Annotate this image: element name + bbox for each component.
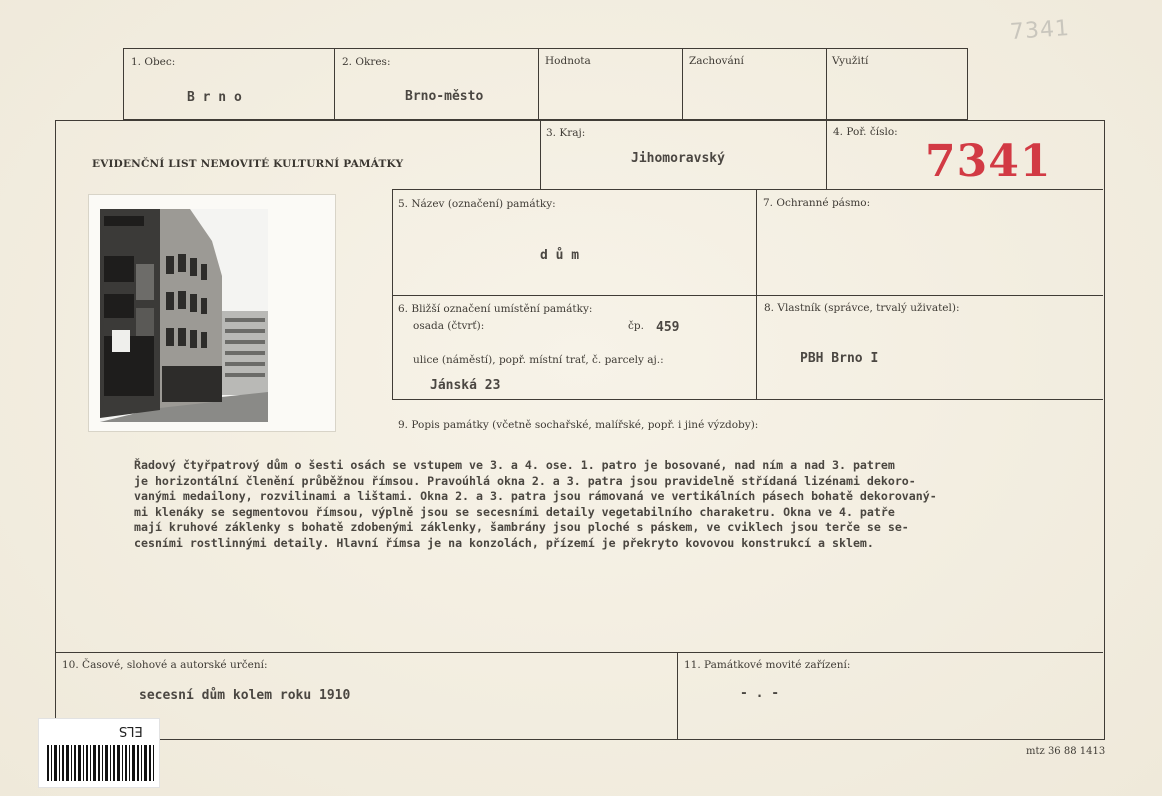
divider xyxy=(540,189,1103,190)
kraj-value: Jihomoravský xyxy=(631,151,725,166)
nazev-label: 5. Název (označení) památky: xyxy=(398,198,556,210)
osada-label: osada (čtvrť): xyxy=(413,320,485,332)
divider xyxy=(826,48,827,120)
description-line: vanými medailony, rozvilinami a lištami. Okna 2. a 3. patra jsou rámovaná ve vertikálních pásech bohatě dekorovaný- xyxy=(134,489,937,504)
vlastnik-label: 8. Vlastník (správce, trvalý uživatel): xyxy=(764,302,960,314)
description-text xyxy=(134,458,1074,552)
nazev-value: d ů m xyxy=(540,248,580,263)
divider xyxy=(55,652,1103,653)
divider xyxy=(392,399,1103,400)
description-line: mi klenáky se segmentovou římsou, výplně jsou se secesními detaily vegetabilního charaketru. Okna ve 4. patře xyxy=(134,504,895,519)
pencil-note: 7341 xyxy=(1009,15,1071,46)
casove-label: 10. Časové, slohové a autorské určení: xyxy=(62,659,268,671)
registration-number: 7341 xyxy=(925,136,1052,187)
building-photo xyxy=(90,196,336,432)
barcode-label: ELS xyxy=(119,723,143,738)
hodnota-label: Hodnota xyxy=(545,55,591,67)
divider xyxy=(334,48,335,120)
vlastnik-value: PBH Brno I xyxy=(800,351,879,366)
barcode-icon xyxy=(45,745,157,781)
cp-label: čp. xyxy=(628,320,644,332)
monument-photo xyxy=(88,194,336,432)
cp-value: 459 xyxy=(656,320,680,335)
divider xyxy=(392,189,540,190)
casove-value: secesní dům kolem roku 1910 xyxy=(139,688,351,703)
okres-label: 2. Okres: xyxy=(342,56,391,68)
divider xyxy=(538,48,539,120)
umisteni-label: 6. Bližší označení umístění památky: xyxy=(398,303,593,315)
divider xyxy=(392,295,1103,296)
popis-label: 9. Popis památky (včetně sochařské, malířské, popř. i jiné výzdoby): xyxy=(398,419,759,431)
form-code: mtz 36 88 1413 xyxy=(1026,746,1106,757)
ulice-value: Jánská 23 xyxy=(430,378,501,393)
description-line: mají kruhové záklenky s bohatě zdobenými záklenky, šambrány jsou ploché s páskem, ve cviklech jsou terče se se- xyxy=(134,520,909,535)
kraj-label: 3. Kraj: xyxy=(546,127,586,139)
description-line: Řadový čtyřpatrový dům o šesti osách se vstupem ve 3. a 4. ose. 1. patro je bosované, nad ním a nad 3. patrem xyxy=(134,458,895,472)
ulice-label: ulice (náměstí), popř. místní trať, č. parcely aj.: xyxy=(413,354,664,366)
ochranne-pasmo-label: 7. Ochranné pásmo: xyxy=(763,197,871,209)
description-line: je horizontální členění průběžnou římsou. Pravoúhlá okna 2. a 3. patra jsou pravidelně střídaná lizénami dekoro- xyxy=(134,473,916,488)
divider xyxy=(677,652,678,740)
obec-value: B r n o xyxy=(187,90,242,105)
divider xyxy=(540,120,541,190)
obec-label: 1. Obec: xyxy=(131,56,176,68)
por-cislo-label: 4. Poř. číslo: xyxy=(833,126,898,138)
vyuziti-label: Využití xyxy=(832,55,869,67)
description-line: cesními rostlinnými detaily. Hlavní římsa je na konzolách, přízemí je překryto kovovou konstrukcí a sklem. xyxy=(134,535,874,550)
movite-value: - . - xyxy=(740,686,780,701)
divider xyxy=(682,48,683,120)
zachovani-label: Zachování xyxy=(689,55,744,67)
okres-value: Brno-město xyxy=(405,89,484,104)
form-title: EVIDENČNÍ LIST NEMOVITÉ KULTURNÍ PAMÁTKY xyxy=(92,158,404,170)
barcode-sticker xyxy=(38,718,160,788)
divider xyxy=(826,120,827,190)
movite-label: 11. Památkové movité zařízení: xyxy=(684,659,851,671)
